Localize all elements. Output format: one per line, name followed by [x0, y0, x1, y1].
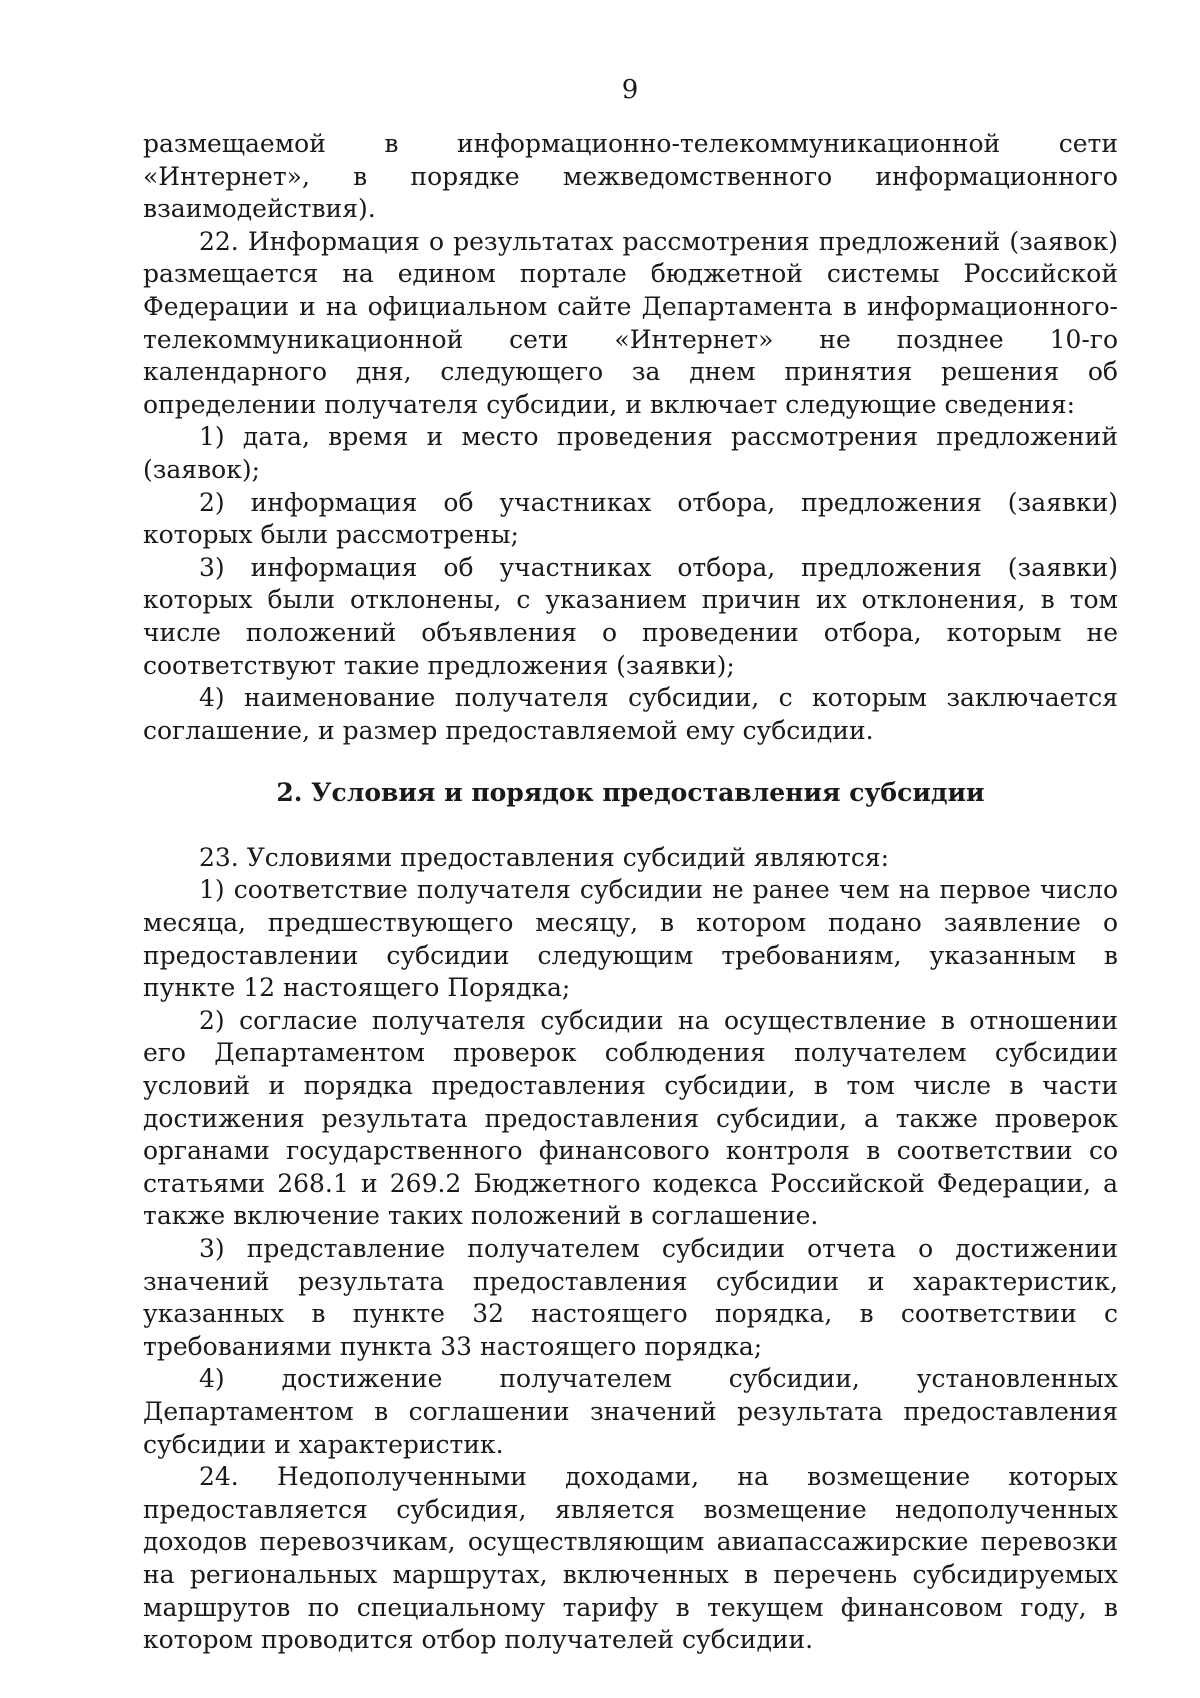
paragraph-23: 23. Условиями предоставления субсидий являются:: [199, 842, 890, 872]
document-body: [143, 128, 1118, 1657]
list-item-23-2: 2) согласие получателя субсидии на осуществление в отношении его Департаментом проверок соблюдения получателем субсидии условий и порядка предоставления субсидии, в том числе в части достижения результата предоставления субсидии, а также проверок органами государственного финансового контроля в соответствии со статьями 268.1 и 269.2 Бюджетного кодекса Российской Федерации, а также включение таких положений в соглашение.: [143, 1005, 1118, 1231]
paragraph-24: 24. Недополученными доходами, на возмещение которых предоставляется субсидия, является возмещение недополученных доходов перевозчикам, осуществляющим авиапассажирские перевозки на региональных маршрутах, включенных в перечень субсидируемых маршрутов по специальному тарифу в текущем финансовом году, в котором проводится отбор получателей субсидии.: [143, 1462, 1118, 1655]
list-item-23-3: 3) представление получателем субсидии отчета о достижении значений результата предоставления субсидии и характеристик, указанных в пункте 32 настоящего порядка, в соответствии с требованиями пункта 33 настоящего порядка;: [143, 1234, 1118, 1361]
paragraph-continuation: размещаемой в информационно-телекоммуникационной сети «Интернет», в порядке межведомственного информационного взаимодействия).: [143, 129, 1118, 224]
page-number: 9: [621, 75, 639, 105]
section-heading: 2. Условия и порядок предоставления субсидии: [276, 778, 985, 808]
paragraph-22: 22. Информация о результатах рассмотрения предложений (заявок) размещается на едином портале бюджетной системы Российской Федерации и на официальном сайте Департамента в информационного-телекоммуникационной сети «Интернет» не позднее 10-го календарного дня, следующего за днем принятия решения об определении получателя субсидии, и включает следующие сведения:: [143, 226, 1118, 419]
list-item-22-2: 2) информация об участниках отбора, предложения (заявки) которых были рассмотрены;: [143, 487, 1118, 550]
list-item-23-1: 1) соответствие получателя субсидии не ранее чем на первое число месяца, предшествующего месяцу, в котором подано заявление о предоставлении субсидии следующим требованиям, указанным в пункте 12 настоящего Порядка;: [143, 875, 1118, 1003]
list-item-22-3: 3) информация об участниках отбора, предложения (заявки) которых были отклонены, с указанием причин их отклонения, в том числе положений объявления о проведении отбора, которым не соответствуют такие предложения (заявки);: [143, 552, 1118, 680]
list-item-23-4: 4) достижение получателем субсидии, установленных Департаментом в соглашении значений результата предоставления субсидии и характеристик.: [143, 1364, 1118, 1459]
list-item-22-1: 1) дата, время и место проведения рассмотрения предложений (заявок);: [143, 422, 1118, 484]
list-item-22-4: 4) наименование получателя субсидии, с которым заключается соглашение, и размер предоставляемой ему субсидии.: [143, 683, 1118, 745]
